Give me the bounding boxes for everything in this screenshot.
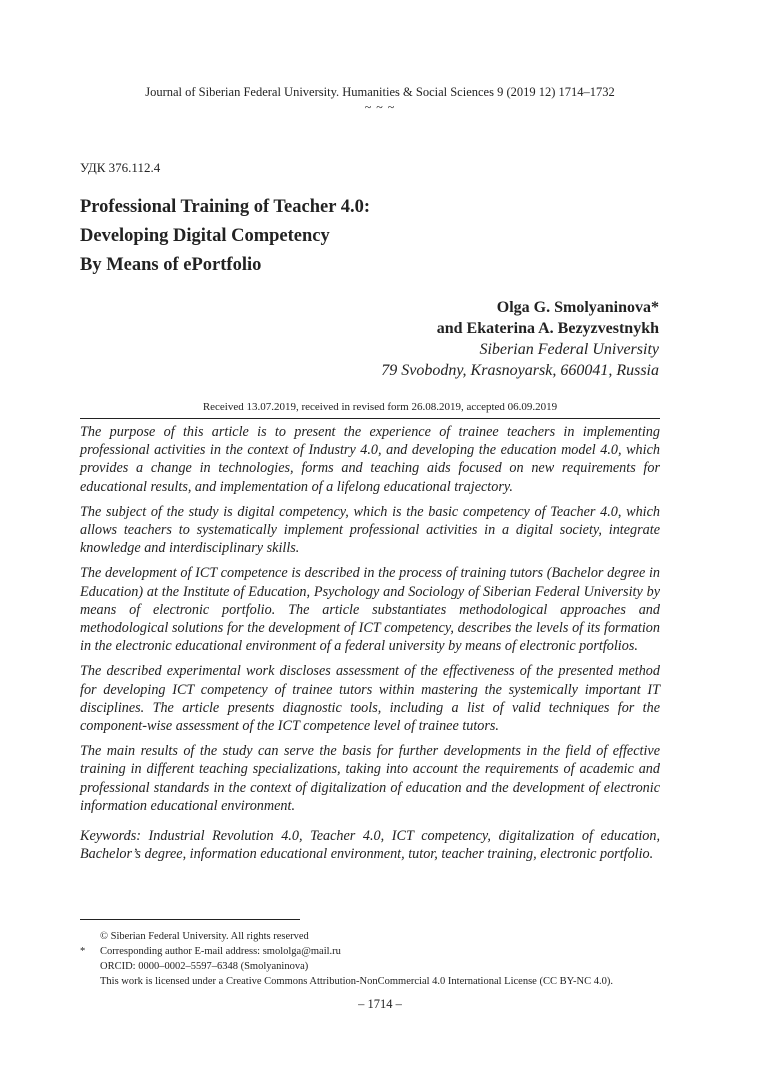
footnote-mark: * bbox=[80, 946, 86, 957]
keywords: Keywords: Industrial Revolution 4.0, Teacher 4.0, ICT competency, digitalization of education, Bachelor’s degree, information educational environment, tutor, teacher training, electronic portfolio. bbox=[80, 828, 660, 863]
abstract-paragraph: The development of ICT competence is described in the process of training tutors (Bachelor degree in Education) at the Institute of Education, Psychology and Sociology of Siberian Federal University by means of electronic portfolio. The article substantiates methodological approaches and methodological solutions for the development of ICT competency, describes the levels of its formation in the electronic educational environment of a federal university by means of electronic portfolios. bbox=[80, 565, 660, 655]
divider bbox=[80, 418, 660, 419]
received-dates: Received 13.07.2019, received in revised form 26.08.2019, accepted 06.09.2019 bbox=[202, 401, 558, 413]
page-number: – 1714 – bbox=[358, 997, 402, 1011]
abstract-paragraph: The described experimental work discloses assessment of the effectiveness of the presented method for developing ICT competency of trainee tutors within mastering the systemically important IT disciplines. The article presents diagnostic tools, including a list of valid techniques for the component-wise assessment of the ICT competence level of trainee tutors. bbox=[80, 663, 660, 735]
title-line: By Means of ePortfolio bbox=[80, 255, 262, 275]
udk-code: УДК 376.112.4 bbox=[80, 160, 161, 175]
footnote-orcid bbox=[80, 959, 680, 974]
journal-header: Journal of Siberian Federal University. Humanities & Social Sciences 9 (2019 12) 1714–1732 bbox=[145, 85, 615, 99]
article-title bbox=[80, 193, 660, 280]
affiliation: Siberian Federal University bbox=[479, 341, 659, 358]
abstract bbox=[80, 423, 660, 870]
footnote-divider bbox=[80, 919, 300, 920]
footnote-license bbox=[80, 974, 680, 989]
copyright-text: © Siberian Federal University. All rights reserved bbox=[100, 931, 309, 942]
license-text: This work is licensed under a Creative Commons Attribution-NonCommercial 4.0 International License (CC BY-NC 4.0). bbox=[100, 976, 613, 987]
abstract-paragraph: The main results of the study can serve the basis for further developments in the field of effective training in different teaching specializations, taking into account the requirements of academic and professional standards in the context of digitalization of education and the development of electronic information educational environment. bbox=[80, 743, 660, 814]
header-separator: ~ ~ ~ bbox=[364, 100, 396, 114]
footnotes bbox=[80, 929, 680, 989]
title-line: Professional Training of Teacher 4.0: bbox=[80, 197, 371, 217]
footnote-copyright bbox=[80, 929, 680, 944]
title-line: Developing Digital Competency bbox=[80, 226, 330, 246]
author-line-2: and Ekaterina A. Bezyzvestnykh bbox=[436, 320, 659, 337]
abstract-paragraph: The purpose of this article is to present the experience of trainee teachers in implementing professional activities in the context of Industry 4.0, and developing the education model 4.0, which provides a change in technologies, forms and teaching aids focused on new requirements for educational results, and implementation of a lifelong educational trajectory. bbox=[80, 424, 660, 495]
author-line-1: Olga G. Smolyaninova* bbox=[496, 299, 659, 316]
address: 79 Svobodny, Krasnoyarsk, 660041, Russia bbox=[381, 362, 659, 379]
corresponding-email: Corresponding author E-mail address: smololga@mail.ru bbox=[100, 946, 341, 957]
author-block bbox=[381, 297, 659, 381]
footnote-corresponding bbox=[80, 944, 680, 959]
orcid-text: ORCID: 0000–0002–5597–6348 (Smolyaninova) bbox=[100, 961, 309, 972]
abstract-paragraph: The subject of the study is digital competency, which is the basic competency of Teacher 4.0, which allows teachers to systematically implement professional activities in a digital society, integrate knowledge and interdisciplinary skills. bbox=[80, 503, 660, 557]
